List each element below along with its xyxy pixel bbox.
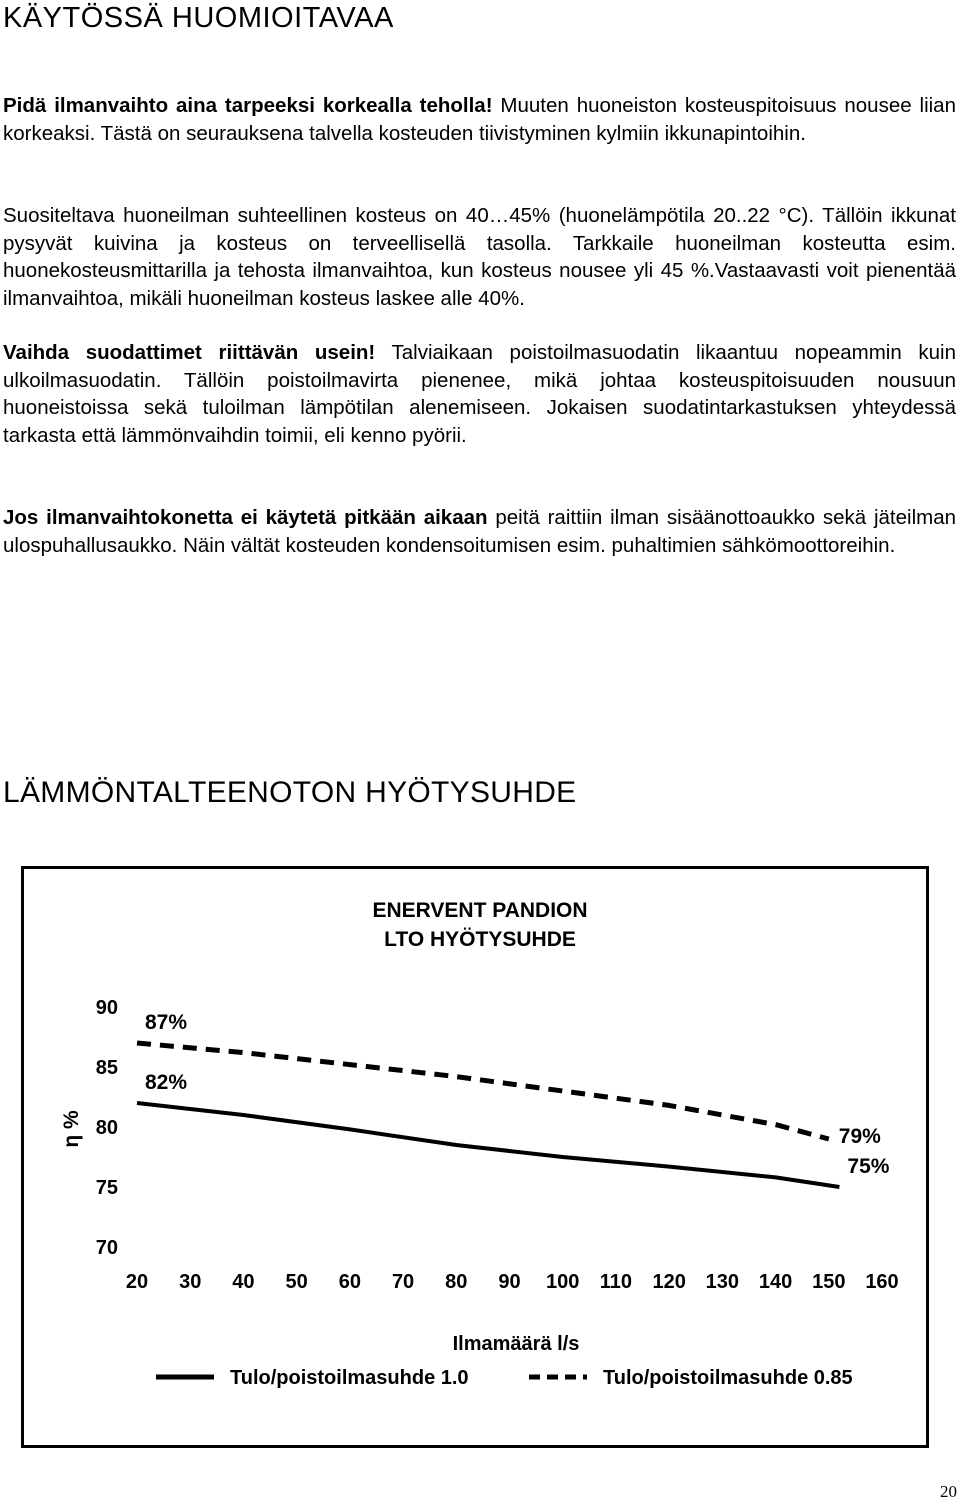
paragraph-ventilation-bold: Pidä ilmanvaihto aina tarpeeksi korkealla teholla! [3,94,493,117]
y-tick-label: 90 [95,997,118,1019]
annotation-label: 87% [145,1011,188,1034]
x-tick-label: 160 [865,1271,899,1293]
series-layer [137,1043,839,1187]
legend-label: Tulo/poistoilmasuhde 0.85 [603,1367,853,1389]
y-axis-label: η % [60,1110,83,1148]
paragraph-filters-bold: Vaihda suodattimet riittävän usein! [3,341,376,364]
y-tick-label: 85 [95,1057,118,1079]
paragraph-filters [3,339,956,449]
page-number: 20 [940,1482,957,1501]
y-tick-label: 70 [95,1237,118,1259]
y-tick-label: 75 [95,1177,118,1199]
x-tick-label: 40 [232,1271,255,1293]
x-tick-label: 80 [445,1271,468,1293]
x-tick-labels [126,1271,899,1293]
x-tick-label: 140 [758,1271,793,1293]
section-title-usage: KÄYTÖSSÄ HUOMIOITAVAA [3,2,394,34]
legend [156,1367,853,1389]
x-tick-label: 110 [599,1271,633,1293]
paragraph-filters-text: Talviaikaan poistoilmasuodatin likaantuu nopeammin kuin ulkoilmasuodatin. Tällöin poistoilmavirta pienenee, mikä johtaa kosteuspitoisuuden nousuun huoneistoissa sekä tuloilman lämpötilan alenemiseen. Jokaisen suodatintarkastuksen yhteydessä tarkasta että lämmönvaihdin toimii, eli kenno pyörii. [3,341,956,447]
section-title-efficiency: LÄMMÖNTALTEENOTON HYÖTYSUHDE [3,776,577,809]
chart-title: ENERVENT PANDION [372,899,588,922]
paragraph-storage-bold: Jos ilmanvaihtokonetta ei käytetä pitkään aikaan [3,506,488,529]
annotation-label: 79% [838,1125,881,1148]
series-line-ratio-085 [137,1043,829,1139]
x-tick-label: 150 [812,1271,846,1293]
paragraph-ventilation-text: Muuten huoneiston kosteuspitoisuus nousee liian korkeaksi. Tästä on seurauksena talvella kosteuden tiivistyminen kylmiin ikkunapintoihin. [3,94,956,145]
efficiency-chart [21,866,929,1448]
annotation-label: 82% [145,1071,188,1094]
legend-label: Tulo/poistoilmasuhde 1.0 [230,1367,469,1389]
paragraph-storage [3,504,956,559]
x-tick-label: 30 [179,1271,202,1293]
annotation-label: 75% [847,1155,890,1178]
chart-subtitle: LTO HYÖTYSUHDE [384,928,576,951]
x-tick-label: 120 [652,1271,686,1293]
paragraph-ventilation [3,92,956,147]
x-tick-label: 60 [338,1271,361,1293]
x-tick-label: 70 [391,1271,415,1293]
paragraph-storage-text: peitä raittiin ilman sisäänottoaukko sekä jäteilman ulospuhallusaukko. Näin vältät kosteuden kondensoitumisen esim. puhaltimien sähkömoottoreihin. [3,506,956,557]
x-axis-label: Ilmamäärä l/s [452,1333,580,1355]
paragraph-humidity: Suositeltava huoneilman suhteellinen kosteus on 40…45% (huonelämpötila 20..22 °C). Tällöin ikkunat pysyvät kuivina ja kosteus on terveellisellä tasolla. Tarkkaile huoneilman kosteutta esim. huonekosteusmittarilla ja tehosta ilmanvaihtoa, kun kosteus nousee yli 45 %.Vastaavasti voit pienentää ilmanvaihtoa, mikäli huoneilman kosteus laskee alle 40%. [3,204,956,310]
x-tick-label: 130 [705,1271,740,1293]
x-tick-label: 90 [498,1271,521,1293]
x-tick-label: 20 [125,1271,149,1293]
x-tick-label: 100 [546,1271,580,1293]
y-tick-labels [96,997,118,1259]
y-tick-label: 80 [95,1117,118,1139]
efficiency-chart-svg [24,869,926,1445]
x-tick-label: 50 [285,1271,308,1293]
